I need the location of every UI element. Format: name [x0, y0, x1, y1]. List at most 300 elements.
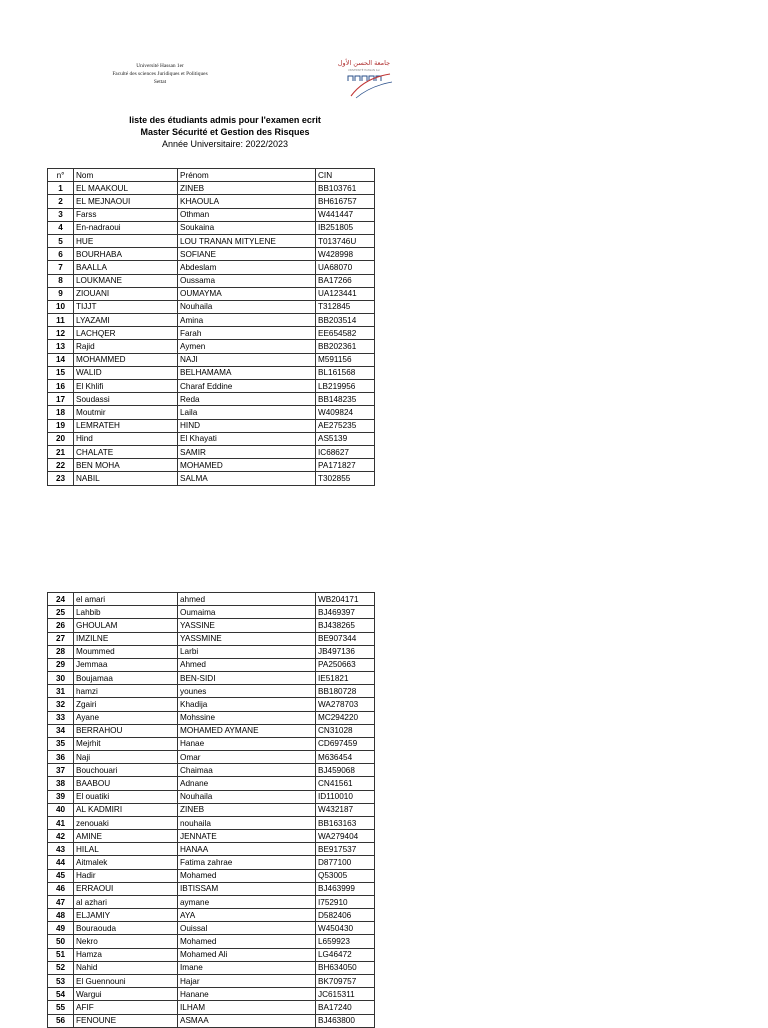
table-row — [48, 445, 375, 458]
table-row — [48, 843, 375, 856]
cell-number: 38 — [48, 777, 74, 790]
cell-number: 31 — [48, 685, 74, 698]
logo-latin-text: UNIVERSITÉ HASSAN 1er — [347, 69, 381, 72]
university-name: Université Hassan 1er — [136, 63, 184, 69]
cell-number: 46 — [48, 882, 74, 895]
table-row — [48, 459, 375, 472]
cell-prenom: Chaimaa — [178, 764, 316, 777]
cell-cin: JC615311 — [316, 988, 375, 1001]
cell-cin: BA17266 — [316, 274, 375, 287]
cell-prenom: Laila — [178, 406, 316, 419]
table-row — [48, 645, 375, 658]
table-row — [48, 803, 375, 816]
table-row — [48, 393, 375, 406]
table-row — [48, 685, 375, 698]
cell-cin: LG46472 — [316, 948, 375, 961]
table-row — [48, 353, 375, 366]
cell-prenom: OUMAYMA — [178, 287, 316, 300]
cell-cin: BL161568 — [316, 366, 375, 379]
cell-cin: L659923 — [316, 935, 375, 948]
cell-cin: BJ459068 — [316, 764, 375, 777]
cell-nom: Mejrhit — [74, 737, 178, 750]
cell-nom: HUE — [74, 234, 178, 247]
cell-number: 50 — [48, 935, 74, 948]
cell-prenom: ahmed — [178, 593, 316, 606]
cell-nom: Bouchouari — [74, 764, 178, 777]
table-row — [48, 711, 375, 724]
cell-prenom: nouhaila — [178, 816, 316, 829]
cell-number: 56 — [48, 1014, 74, 1027]
cell-prenom: Charaf Eddine — [178, 380, 316, 393]
cell-nom: En-nadraoui — [74, 221, 178, 234]
table-row — [48, 287, 375, 300]
cell-cin: T312845 — [316, 300, 375, 313]
cell-number: 20 — [48, 432, 74, 445]
cell-nom: Bouraouda — [74, 922, 178, 935]
cell-prenom: Larbi — [178, 645, 316, 658]
table-row — [48, 1001, 375, 1014]
cell-number: 23 — [48, 472, 74, 485]
cell-cin: W441447 — [316, 208, 375, 221]
cell-nom: FENOUNE — [74, 1014, 178, 1027]
cell-nom: Ayane — [74, 711, 178, 724]
cell-prenom: Oussama — [178, 274, 316, 287]
table-row — [48, 366, 375, 379]
cell-cin: WA279404 — [316, 830, 375, 843]
cell-cin: BB202361 — [316, 340, 375, 353]
cell-prenom: El Khayati — [178, 432, 316, 445]
table-row — [48, 234, 375, 247]
cell-number: 8 — [48, 274, 74, 287]
cell-nom: BOURHABA — [74, 248, 178, 261]
city-name: Settat — [153, 79, 167, 85]
cell-cin: BJ463999 — [316, 882, 375, 895]
cell-cin: W450430 — [316, 922, 375, 935]
cell-number: 10 — [48, 300, 74, 313]
cell-nom: el amari — [74, 593, 178, 606]
cell-number: 22 — [48, 459, 74, 472]
cell-prenom: BELHAMAMA — [178, 366, 316, 379]
cell-cin: CD697459 — [316, 737, 375, 750]
cell-cin: BJ438265 — [316, 619, 375, 632]
cell-nom: ERRAOUI — [74, 882, 178, 895]
cell-nom: BAABOU — [74, 777, 178, 790]
column-header-cin: CIN — [316, 169, 375, 182]
cell-number: 49 — [48, 922, 74, 935]
cell-nom: El Guennouni — [74, 974, 178, 987]
cell-prenom: NAJI — [178, 353, 316, 366]
cell-number: 4 — [48, 221, 74, 234]
cell-number: 47 — [48, 895, 74, 908]
cell-prenom: ASMAA — [178, 1014, 316, 1027]
table-row — [48, 419, 375, 432]
table-row — [48, 632, 375, 645]
table-row — [48, 777, 375, 790]
title-line-2: Master Sécurité et Gestion des Risques — [140, 127, 310, 137]
cell-nom: WALID — [74, 366, 178, 379]
cell-number: 17 — [48, 393, 74, 406]
cell-cin: BJ469397 — [316, 606, 375, 619]
cell-number: 36 — [48, 751, 74, 764]
cell-nom: Moutmir — [74, 406, 178, 419]
cell-number: 3 — [48, 208, 74, 221]
cell-cin: BB203514 — [316, 314, 375, 327]
table-row — [48, 593, 375, 606]
cell-cin: Q53005 — [316, 869, 375, 882]
students-table-part-2 — [47, 592, 375, 1028]
cell-number: 53 — [48, 974, 74, 987]
cell-number: 28 — [48, 645, 74, 658]
cell-prenom: younes — [178, 685, 316, 698]
cell-cin: BK709757 — [316, 974, 375, 987]
table-row — [48, 988, 375, 1001]
cell-prenom: LOU TRANAN MITYLENE — [178, 234, 316, 247]
cell-nom: AFIF — [74, 1001, 178, 1014]
logo-swoosh-blue-icon — [356, 82, 392, 98]
cell-prenom: JENNATE — [178, 830, 316, 843]
cell-number: 26 — [48, 619, 74, 632]
cell-cin: BH634050 — [316, 961, 375, 974]
cell-prenom: SALMA — [178, 472, 316, 485]
cell-prenom: Ahmed — [178, 658, 316, 671]
cell-cin: CN31028 — [316, 724, 375, 737]
cell-number: 30 — [48, 672, 74, 685]
table-row — [48, 380, 375, 393]
cell-number: 34 — [48, 724, 74, 737]
table-row — [48, 961, 375, 974]
cell-nom: BERRAHOU — [74, 724, 178, 737]
cell-nom: LOUKMANE — [74, 274, 178, 287]
cell-nom: hamzi — [74, 685, 178, 698]
cell-prenom: BEN-SIDI — [178, 672, 316, 685]
university-logo — [330, 56, 398, 100]
cell-prenom: MOHAMED — [178, 459, 316, 472]
cell-number: 29 — [48, 658, 74, 671]
cell-number: 19 — [48, 419, 74, 432]
table-row — [48, 195, 375, 208]
cell-nom: Hamza — [74, 948, 178, 961]
cell-prenom: ZINEB — [178, 803, 316, 816]
table-row — [48, 737, 375, 750]
table-row — [48, 274, 375, 287]
cell-cin: I752910 — [316, 895, 375, 908]
cell-cin: BB163163 — [316, 816, 375, 829]
cell-nom: Nahid — [74, 961, 178, 974]
cell-nom: LYAZAMI — [74, 314, 178, 327]
cell-number: 25 — [48, 606, 74, 619]
cell-nom: Hind — [74, 432, 178, 445]
cell-nom: EL MAAKOUL — [74, 182, 178, 195]
cell-cin: T013746U — [316, 234, 375, 247]
column-header-prenom: Prénom — [178, 169, 316, 182]
cell-number: 13 — [48, 340, 74, 353]
cell-nom: Jemmaa — [74, 658, 178, 671]
cell-cin: UA68070 — [316, 261, 375, 274]
table-row — [48, 658, 375, 671]
cell-prenom: Reda — [178, 393, 316, 406]
table-row — [48, 935, 375, 948]
table-row — [48, 922, 375, 935]
cell-nom: LEMRATEH — [74, 419, 178, 432]
cell-cin: PA250663 — [316, 658, 375, 671]
cell-number: 24 — [48, 593, 74, 606]
cell-cin: LB219956 — [316, 380, 375, 393]
cell-nom: ELJAMIY — [74, 909, 178, 922]
cell-number: 42 — [48, 830, 74, 843]
cell-cin: IE51821 — [316, 672, 375, 685]
cell-number: 40 — [48, 803, 74, 816]
cell-cin: T302855 — [316, 472, 375, 485]
cell-number: 15 — [48, 366, 74, 379]
title-line-1: liste des étudiants admis pour l'examen ecrit — [129, 115, 321, 125]
table-row — [48, 300, 375, 313]
cell-cin: BJ463800 — [316, 1014, 375, 1027]
table-row — [48, 751, 375, 764]
cell-prenom: IBTISSAM — [178, 882, 316, 895]
cell-cin: PA171827 — [316, 459, 375, 472]
cell-nom: IMZILNE — [74, 632, 178, 645]
cell-number: 52 — [48, 961, 74, 974]
cell-nom: Zgairi — [74, 698, 178, 711]
cell-nom: Boujamaa — [74, 672, 178, 685]
cell-number: 44 — [48, 856, 74, 869]
cell-prenom: Hanane — [178, 988, 316, 1001]
cell-prenom: YASSINE — [178, 619, 316, 632]
cell-prenom: Soukaina — [178, 221, 316, 234]
table-row — [48, 974, 375, 987]
cell-cin: BB148235 — [316, 393, 375, 406]
table-header-row — [48, 169, 375, 182]
document-titles — [60, 114, 390, 150]
cell-prenom: Farah — [178, 327, 316, 340]
cell-cin: M591156 — [316, 353, 375, 366]
table-row — [48, 432, 375, 445]
cell-cin: AE275235 — [316, 419, 375, 432]
cell-nom: Wargui — [74, 988, 178, 1001]
cell-number: 33 — [48, 711, 74, 724]
cell-prenom: Nouhaila — [178, 300, 316, 313]
table-row — [48, 340, 375, 353]
table-row — [48, 208, 375, 221]
cell-nom: Rajid — [74, 340, 178, 353]
cell-cin: BB103761 — [316, 182, 375, 195]
table-row — [48, 221, 375, 234]
cell-nom: NABIL — [74, 472, 178, 485]
cell-prenom: SAMIR — [178, 445, 316, 458]
cell-prenom: Adnane — [178, 777, 316, 790]
cell-nom: al azhari — [74, 895, 178, 908]
cell-prenom: Imane — [178, 961, 316, 974]
cell-prenom: ZINEB — [178, 182, 316, 195]
cell-nom: Aitmalek — [74, 856, 178, 869]
cell-nom: TIJJT — [74, 300, 178, 313]
cell-cin: W428998 — [316, 248, 375, 261]
cell-prenom: HIND — [178, 419, 316, 432]
cell-number: 54 — [48, 988, 74, 1001]
cell-prenom: SOFIANE — [178, 248, 316, 261]
cell-nom: EL MEJNAOUI — [74, 195, 178, 208]
cell-number: 21 — [48, 445, 74, 458]
cell-nom: zenouaki — [74, 816, 178, 829]
cell-cin: WB204171 — [316, 593, 375, 606]
cell-nom: Nekro — [74, 935, 178, 948]
faculty-name: Faculté des sciences Juridiques et Politiques — [112, 71, 208, 77]
table-row — [48, 182, 375, 195]
cell-number: 18 — [48, 406, 74, 419]
cell-prenom: Hajar — [178, 974, 316, 987]
cell-nom: GHOULAM — [74, 619, 178, 632]
cell-prenom: HANAA — [178, 843, 316, 856]
cell-nom: El ouatiki — [74, 790, 178, 803]
logo-swoosh-icon — [351, 74, 390, 96]
cell-prenom: Oumaima — [178, 606, 316, 619]
cell-prenom: YASSMINE — [178, 632, 316, 645]
cell-prenom: Ouissal — [178, 922, 316, 935]
table-row — [48, 816, 375, 829]
cell-number: 6 — [48, 248, 74, 261]
table-row — [48, 724, 375, 737]
cell-number: 7 — [48, 261, 74, 274]
cell-prenom: ILHAM — [178, 1001, 316, 1014]
cell-nom: BEN MOHA — [74, 459, 178, 472]
table-row — [48, 790, 375, 803]
cell-prenom: MOHAMED AYMANE — [178, 724, 316, 737]
cell-number: 35 — [48, 737, 74, 750]
cell-nom: BAALLA — [74, 261, 178, 274]
cell-nom: LACHQER — [74, 327, 178, 340]
cell-prenom: Mohssine — [178, 711, 316, 724]
cell-number: 55 — [48, 1001, 74, 1014]
cell-cin: BB180728 — [316, 685, 375, 698]
cell-prenom: Abdeslam — [178, 261, 316, 274]
cell-prenom: Omar — [178, 751, 316, 764]
table-row — [48, 327, 375, 340]
cell-number: 14 — [48, 353, 74, 366]
table-row — [48, 909, 375, 922]
table-row — [48, 314, 375, 327]
cell-prenom: Khadija — [178, 698, 316, 711]
cell-number: 48 — [48, 909, 74, 922]
logo-arabic-text: جامعة الحسن الأول — [337, 59, 391, 67]
cell-cin: BE907344 — [316, 632, 375, 645]
table-row — [48, 261, 375, 274]
cell-number: 37 — [48, 764, 74, 777]
cell-prenom: Othman — [178, 208, 316, 221]
cell-nom: MOHAMMED — [74, 353, 178, 366]
cell-cin: WA278703 — [316, 698, 375, 711]
cell-cin: IB251805 — [316, 221, 375, 234]
table-row — [48, 895, 375, 908]
cell-nom: CHALATE — [74, 445, 178, 458]
cell-prenom: AYA — [178, 909, 316, 922]
cell-cin: D877100 — [316, 856, 375, 869]
table-row — [48, 856, 375, 869]
cell-cin: ID110010 — [316, 790, 375, 803]
cell-number: 45 — [48, 869, 74, 882]
column-header-number: n° — [48, 169, 74, 182]
table-row — [48, 698, 375, 711]
cell-nom: Soudassi — [74, 393, 178, 406]
cell-cin: EE654582 — [316, 327, 375, 340]
cell-number: 43 — [48, 843, 74, 856]
table-row — [48, 830, 375, 843]
table-row — [48, 248, 375, 261]
cell-nom: El Khlifi — [74, 380, 178, 393]
cell-number: 39 — [48, 790, 74, 803]
cell-nom: Farss — [74, 208, 178, 221]
cell-cin: UA123441 — [316, 287, 375, 300]
cell-prenom: Mohamed — [178, 935, 316, 948]
students-table-part-1 — [47, 168, 375, 486]
cell-number: 27 — [48, 632, 74, 645]
cell-cin: W409824 — [316, 406, 375, 419]
cell-nom: AL KADMIRI — [74, 803, 178, 816]
table-row — [48, 406, 375, 419]
cell-nom: AMINE — [74, 830, 178, 843]
cell-cin: BA17240 — [316, 1001, 375, 1014]
cell-number: 32 — [48, 698, 74, 711]
cell-prenom: aymane — [178, 895, 316, 908]
cell-cin: BE917537 — [316, 843, 375, 856]
cell-number: 41 — [48, 816, 74, 829]
cell-prenom: Fatima zahrae — [178, 856, 316, 869]
table-row — [48, 948, 375, 961]
table-row — [48, 882, 375, 895]
cell-number: 11 — [48, 314, 74, 327]
cell-prenom: Hanae — [178, 737, 316, 750]
cell-cin: BH616757 — [316, 195, 375, 208]
table-row — [48, 869, 375, 882]
cell-nom: HILAL — [74, 843, 178, 856]
cell-number: 12 — [48, 327, 74, 340]
cell-prenom: KHAOULA — [178, 195, 316, 208]
title-line-3: Année Universitaire: 2022/2023 — [161, 139, 289, 149]
cell-nom: Moummed — [74, 645, 178, 658]
cell-prenom: Nouhaila — [178, 790, 316, 803]
table-row — [48, 606, 375, 619]
cell-cin: JB497136 — [316, 645, 375, 658]
cell-prenom: Mohamed — [178, 869, 316, 882]
cell-nom: Lahbib — [74, 606, 178, 619]
cell-cin: MC294220 — [316, 711, 375, 724]
logo-arches-icon — [348, 76, 381, 81]
cell-number: 1 — [48, 182, 74, 195]
cell-nom: Naji — [74, 751, 178, 764]
table-row — [48, 619, 375, 632]
cell-cin: AS5139 — [316, 432, 375, 445]
cell-number: 9 — [48, 287, 74, 300]
cell-cin: CN41561 — [316, 777, 375, 790]
cell-prenom: Mohamed Ali — [178, 948, 316, 961]
table-row — [48, 1014, 375, 1027]
university-header — [70, 62, 250, 86]
table-row — [48, 472, 375, 485]
cell-cin: IC68627 — [316, 445, 375, 458]
cell-prenom: Amina — [178, 314, 316, 327]
cell-cin: W432187 — [316, 803, 375, 816]
cell-prenom: Aymen — [178, 340, 316, 353]
cell-cin: M636454 — [316, 751, 375, 764]
cell-number: 2 — [48, 195, 74, 208]
cell-nom: Hadir — [74, 869, 178, 882]
cell-number: 51 — [48, 948, 74, 961]
table-row — [48, 764, 375, 777]
cell-number: 16 — [48, 380, 74, 393]
cell-number: 5 — [48, 234, 74, 247]
column-header-nom: Nom — [74, 169, 178, 182]
table-row — [48, 672, 375, 685]
cell-nom: ZIOUANI — [74, 287, 178, 300]
